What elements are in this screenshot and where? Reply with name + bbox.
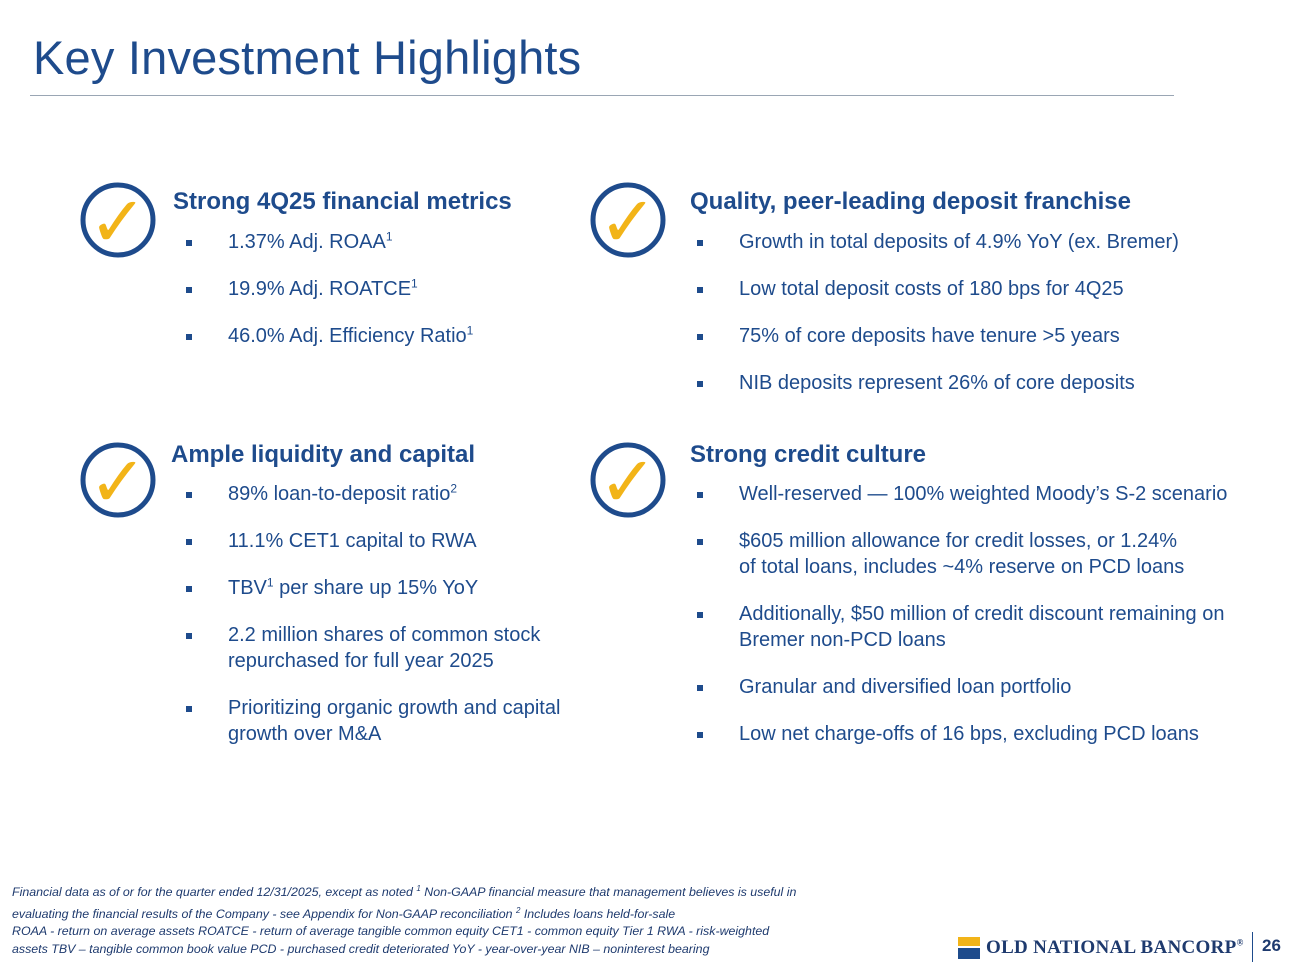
section-title-liquidity-capital: Ample liquidity and capital xyxy=(171,441,476,468)
bullet-list-liquidity-capital xyxy=(186,481,560,768)
list-item: 46.0% Adj. Efficiency Ratio$^1$ xyxy=(186,323,473,349)
bullet-square-icon xyxy=(697,287,703,293)
footnote-line: evaluating the financial results of the Company - see Appendix for Non-GAAP reconciliation $^2$ Includes loans held-for-sale xyxy=(12,905,676,921)
bullet-square-icon xyxy=(697,612,703,618)
check-circle-icon xyxy=(80,440,160,520)
section-title-credit-culture: Strong credit culture xyxy=(690,441,927,468)
page-number-divider xyxy=(1252,932,1253,962)
bullet-square-icon xyxy=(697,334,703,340)
bullet-square-icon xyxy=(697,685,703,691)
bullet-square-icon xyxy=(186,492,192,498)
list-item: Low net charge-offs of 16 bps, excluding PCD loans xyxy=(697,721,1227,747)
bullet-square-icon xyxy=(186,240,192,246)
list-item: 19.9% Adj. ROATCE$^1$ xyxy=(186,276,473,302)
bullet-square-icon xyxy=(697,381,703,387)
logo-mark-icon xyxy=(958,937,980,959)
footnotes xyxy=(12,880,952,958)
svg-text:✓: ✓ xyxy=(598,181,658,260)
footnote-line: ROAA - return on average assets ROATCE - return of average tangible common equity CET1 - common equity Tier 1 RWA - risk-weighted xyxy=(12,924,770,939)
footnote-line: Financial data as of or for the quarter ended 12/31/2025, except as noted $^1$ Non-GAAP financial measure that management believes is useful in xyxy=(12,884,797,900)
page-number: 26 xyxy=(1262,936,1281,955)
section-title-deposit-franchise: Quality, peer-leading deposit franchise xyxy=(690,188,1131,215)
bullet-list-financial-metrics xyxy=(186,229,473,370)
list-item: TBV$^1$ per share up 15% YoY xyxy=(186,575,560,601)
bullet-square-icon xyxy=(186,287,192,293)
list-item: 89% loan-to-deposit ratio$^2$ xyxy=(186,481,560,507)
list-item: NIB deposits represent 26% of core deposits xyxy=(697,370,1179,396)
svg-text:✓: ✓ xyxy=(88,441,148,520)
footnote-line: assets TBV – tangible common book value PCD - purchased credit deteriorated YoY - year-over-year NIB – noninterest bearing xyxy=(12,941,710,956)
section-title-financial-metrics: Strong 4Q25 financial metrics xyxy=(173,188,512,215)
check-circle-icon xyxy=(80,180,160,260)
bullet-list-credit-culture xyxy=(697,481,1227,768)
bullet-list-deposit-franchise xyxy=(697,229,1179,417)
list-item: $605 million allowance for credit losses, or 1.24% of total loans, includes ~4% reserve on PCD loans xyxy=(697,528,1227,580)
bullet-square-icon xyxy=(186,334,192,340)
list-item: 2.2 million shares of common stock repurchased for full year 2025 xyxy=(186,622,560,674)
bullet-square-icon xyxy=(697,732,703,738)
bullet-square-icon xyxy=(186,633,192,639)
title-divider xyxy=(30,95,1174,96)
bullet-square-icon xyxy=(186,706,192,712)
logo-text: OLD NATIONAL BANCORP® xyxy=(986,937,1244,958)
bullet-square-icon xyxy=(186,539,192,545)
list-item: Growth in total deposits of 4.9% YoY (ex. Bremer) xyxy=(697,229,1179,255)
list-item: 11.1% CET1 capital to RWA xyxy=(186,528,560,554)
bullet-square-icon xyxy=(697,492,703,498)
list-item: 1.37% Adj. ROAA$^1$ xyxy=(186,229,473,255)
list-item: Additionally, $50 million of credit discount remaining on Bremer non-PCD loans xyxy=(697,601,1227,653)
bullet-square-icon xyxy=(697,539,703,545)
list-item: Well-reserved — 100% weighted Moody’s S-2 scenario xyxy=(697,481,1227,507)
svg-text:✓: ✓ xyxy=(598,441,658,520)
check-circle-icon xyxy=(590,180,670,260)
list-item: Low total deposit costs of 180 bps for 4Q25 xyxy=(697,276,1179,302)
list-item: 75% of core deposits have tenure >5 years xyxy=(697,323,1179,349)
bullet-square-icon xyxy=(186,586,192,592)
list-item: Prioritizing organic growth and capital growth over M&A xyxy=(186,695,560,747)
list-item: Granular and diversified loan portfolio xyxy=(697,674,1227,700)
svg-text:✓: ✓ xyxy=(88,181,148,260)
page-title: Key Investment Highlights xyxy=(33,31,582,84)
company-logo xyxy=(958,935,1248,963)
check-circle-icon xyxy=(590,440,670,520)
bullet-square-icon xyxy=(697,240,703,246)
